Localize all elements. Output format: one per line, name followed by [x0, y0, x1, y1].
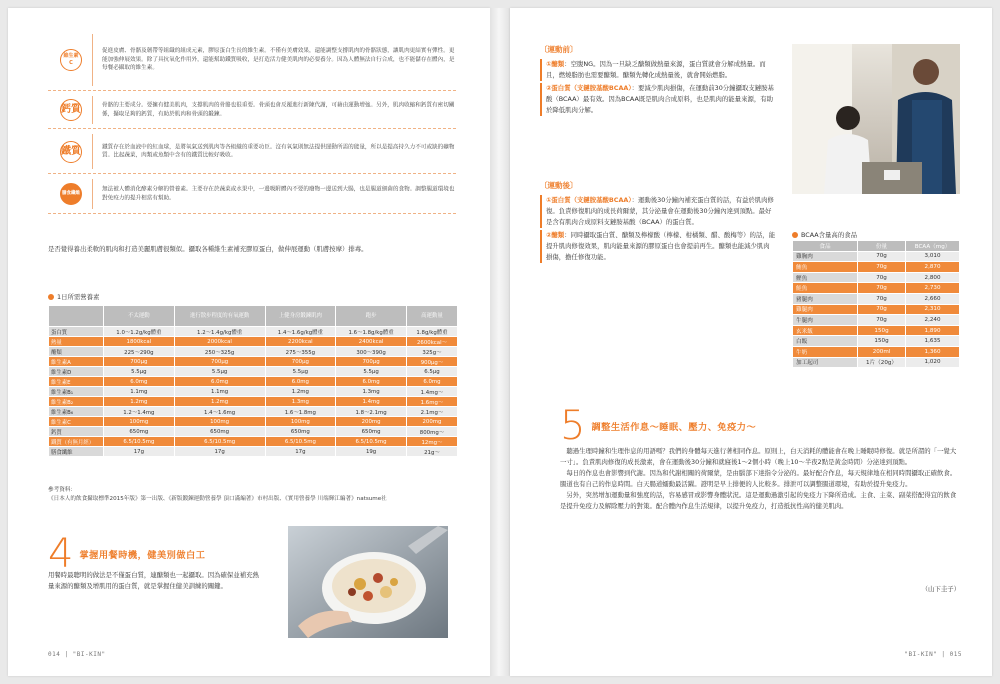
nutrient-block: [48, 92, 456, 129]
before-exercise-block: [540, 44, 776, 118]
table-cell: 1.8g/kg體重: [406, 327, 457, 337]
bcaa-value-cell: 1,020: [906, 357, 960, 368]
bcaa-value-cell: 2,240: [906, 315, 960, 326]
table-cell: 5.5μg: [336, 367, 407, 377]
bcaa-value-cell: 2,800: [906, 272, 960, 283]
table-cell: 17g: [174, 447, 265, 457]
table-row: [793, 325, 960, 336]
table-cell: 1800kcal: [104, 337, 175, 347]
bcaa-foods-table: [792, 240, 960, 368]
food-photo: [288, 526, 448, 638]
table-cell: 1.2mg: [104, 397, 175, 407]
row-header-cell: 鈣質: [49, 427, 104, 437]
table-header-cell: 上健身房鍛鍊肌肉: [265, 306, 336, 327]
portion-cell: 70g: [858, 283, 906, 294]
bcaa-value-cell: 1,360: [906, 346, 960, 357]
block-divider: [92, 134, 93, 169]
food-name-cell: 白飯: [793, 336, 858, 347]
block-divider: [92, 34, 93, 86]
bcaa-value-cell: 1,635: [906, 336, 960, 347]
table-cell: 17g: [104, 447, 175, 457]
table-header-cell: BCAA（mg）: [906, 241, 960, 252]
table-cell: 100mg: [265, 417, 336, 427]
food-name-cell: 鰹魚: [793, 272, 858, 283]
table-label-text: 1日所需營養素: [57, 293, 100, 301]
section-5-title: [560, 403, 757, 449]
table-row: [49, 407, 458, 417]
table-cell: 1.2〜1.4mg: [104, 407, 175, 417]
table-cell: 1.6〜1.8mg: [265, 407, 336, 417]
bcaa-value-cell: 2,660: [906, 293, 960, 304]
table-row: [793, 283, 960, 294]
nutrient-intake-table: [48, 305, 458, 457]
table-row: [49, 437, 458, 447]
table-cell: 700μg: [174, 357, 265, 367]
table-cell: 1.2mg: [265, 387, 336, 397]
table-row: [49, 397, 458, 407]
portion-cell: 70g: [858, 315, 906, 326]
nutrient-block: [48, 30, 456, 91]
table-cell: 200mg: [406, 417, 457, 427]
table-row: [793, 346, 960, 357]
table-cell: 1.3mg: [265, 397, 336, 407]
section-heading: 調整生活作息～睡眠、壓力、免疫力～: [591, 422, 757, 433]
food-name-cell: 加工起司: [793, 357, 858, 368]
intro-text: 是否覺得養出柔軟的肌肉和打造美麗肌膚很類似。攝取各種維生素補充膠原蛋白，做伸展運動（肌膚按摩）排毒。: [48, 245, 368, 253]
table-cell: 700μg: [104, 357, 175, 367]
item-label: ②蛋白質（支鏈胺基酸BCAA）: [546, 84, 632, 92]
table-cell: 17g: [265, 447, 336, 457]
table-header-cell: 份量: [858, 241, 906, 252]
table-row: [793, 272, 960, 283]
portion-cell: 150g: [858, 336, 906, 347]
block-item: [540, 230, 776, 263]
food-name-cell: 牛腿肉: [793, 315, 858, 326]
portion-cell: 200ml: [858, 346, 906, 357]
table-cell: 5.5μg: [265, 367, 336, 377]
table-cell: 1.4mg〜: [406, 387, 457, 397]
section-5-text: [560, 446, 960, 512]
portion-cell: 70g: [858, 262, 906, 273]
row-header-cell: 維生素D: [49, 367, 104, 377]
table-cell: 2200kcal: [265, 337, 336, 347]
table-row: [793, 251, 960, 262]
row-header-cell: 鐵質（有無月經）: [49, 437, 104, 447]
table-cell: 6.5/10.5mg: [336, 437, 407, 447]
table-cell: 1.2〜1.4g/kg體重: [174, 327, 265, 337]
table-cell: 12mg〜: [406, 437, 457, 447]
right-page: [510, 8, 992, 676]
section-number: 5: [560, 403, 586, 449]
table-cell: 5.5μg: [174, 367, 265, 377]
bullet-dot-icon: [792, 232, 798, 238]
author-credit: （山下圭子）: [921, 585, 960, 593]
table-cell: 650mg: [265, 427, 336, 437]
table-row: [49, 377, 458, 387]
table-row: [49, 357, 458, 367]
paragraph: 每日的作息也會影響到代謝。因為和代謝相關的荷爾蒙，是由腦部下達指令分泌的。最好配合作息，每天規律地在相同時間攝取正確飲食。腸道也有自己的作息時間。白天腸道蠕動最活躍。證明是早上排便的人比較多。排泄可以調整腸道環境，有助於提升免疫力。: [560, 469, 957, 488]
nutrient-badge: 鐵質: [60, 141, 82, 163]
table-row: [49, 417, 458, 427]
table-cell: 6.5/10.5mg: [104, 437, 175, 447]
table-cell: 700μg: [336, 357, 407, 367]
table-cell: 1.1mg: [104, 387, 175, 397]
table-row: [793, 315, 960, 326]
chef-photo: [792, 44, 960, 194]
bcaa-label-text: BCAA含量高的食品: [801, 231, 857, 239]
bcaa-value-cell: 2,870: [906, 262, 960, 273]
chef-photo-illustration: [792, 44, 960, 194]
table-row: [49, 327, 458, 337]
nutrient-block: [48, 130, 456, 174]
bowl-photo-illustration: [288, 526, 448, 638]
item-label: ①醣類: [546, 60, 565, 68]
table-row: [49, 367, 458, 377]
table-cell: 325g〜: [406, 347, 457, 357]
food-name-cell: 豬腿肉: [793, 293, 858, 304]
table-cell: 1.1mg: [174, 387, 265, 397]
portion-cell: 150g: [858, 325, 906, 336]
page-gutter: [490, 8, 510, 676]
food-name-cell: 雞腿肉: [793, 304, 858, 315]
table-header-row: [793, 241, 960, 252]
table-row: [793, 304, 960, 315]
row-header-cell: 醣類: [49, 347, 104, 357]
table-cell: 1.3mg: [336, 387, 407, 397]
bcaa-value-cell: 2,730: [906, 283, 960, 294]
table-cell: 650mg: [336, 427, 407, 437]
item-label: ①蛋白質（支鏈胺基酸BCAA）: [546, 196, 632, 204]
portion-cell: 70g: [858, 251, 906, 262]
table-header-cell: 進行散步程度的有氧運動: [174, 306, 265, 327]
row-header-cell: 維生素B₁: [49, 387, 104, 397]
table-cell: 1.6〜1.8g/kg體重: [336, 327, 407, 337]
block-item: [540, 195, 776, 228]
after-exercise-block: [540, 180, 776, 265]
table-row: [49, 387, 458, 397]
section-4-text: 用餐時最聰明的做法是不僅蛋白質，連醣類也一起攝取。因為確保並補充熱量來源的醣類及增肌用的蛋白質，就是掌握住健美訓練的關鍵。: [48, 571, 259, 590]
table-cell: 650mg: [104, 427, 175, 437]
food-name-cell: 牛奶: [793, 346, 858, 357]
left-page: [8, 8, 490, 676]
nutrient-text: 骨骼的主要成分。要擁有健美肌肉，支撐肌肉的骨骼也很重要。骨頭也會反覆進行新陳代謝，可藉由運動增強。另外，肌肉收縮和鈣質有密切關係，攝取足夠的鈣質，有助於肌肉和骨頭的鍛鍊。: [102, 102, 455, 117]
paragraph: 聽過生理時鐘和生理作息的用語嗎？我們的身體每天進行著相同作息。原則上，白天消耗的體能會在晚上睡眠時修復。就是所謂的「一覺大一寸」。負責肌肉修復的成長激素，會在運動後30分鐘和就寢後1〜2個小時（晚上10〜半夜2點是黃金時間）分泌達到頂點。: [560, 447, 957, 466]
table-cell: 1.4〜1.6mg: [174, 407, 265, 417]
row-header-cell: 維生素B₆: [49, 407, 104, 417]
table-row: [49, 427, 458, 437]
table-cell: 6.0mg: [336, 377, 407, 387]
section-heading: 掌握用餐時機，健美別做白工: [79, 550, 206, 561]
table-row: [49, 347, 458, 357]
row-header-cell: 維生素A: [49, 357, 104, 367]
row-header-cell: 維生素B₂: [49, 397, 104, 407]
bullet-dot-icon: [48, 294, 54, 300]
section-4-title: [48, 531, 206, 577]
nutrient-badge: 膳食纖維: [60, 183, 82, 205]
table-header-cell: 跑步: [336, 306, 407, 327]
table-cell: 700μg: [265, 357, 336, 367]
table-cell: 1.6mg〜: [406, 397, 457, 407]
table-row: [793, 293, 960, 304]
table-cell: 100mg: [174, 417, 265, 427]
portion-cell: 70g: [858, 293, 906, 304]
portion-cell: 70g: [858, 304, 906, 315]
table-cell: 1.2mg: [174, 397, 265, 407]
row-header-cell: 膳食纖維: [49, 447, 104, 457]
table-cell: 200mg: [336, 417, 407, 427]
table-header-cell: 不太運動: [104, 306, 175, 327]
reference-note: [48, 486, 458, 503]
nutrient-block: [48, 175, 456, 214]
food-name-cell: 鮭魚: [793, 283, 858, 294]
table-row: [793, 357, 960, 368]
table-cell: 6.5μg: [406, 367, 457, 377]
item-text: ：同時攝取蛋白質、醣類及檸檬酸（檸檬、柑橘類、醋、酸梅等）的話，能提升肌肉修復效果，肌肉能量來源的膠原蛋白也會提前再生。醣類也能減少肌肉損傷，擔任修復功能。: [546, 231, 776, 261]
nutrient-text: 促進皮膚、骨骼及韌帶等組織的組成元素，膠原蛋白生長的維生素。不僅有美膚效果，還能調整支撐肌肉的骨骼狀態，讓肌肉更結實有彈性。更能加強伸展效果。除了具抗氧化作用外，還能幫助鐵質吸收，是打造活力健美肌肉的必要養分。因為人體無法自行合成，也不能儲存在體內，是每餐必攝取的維生素。: [102, 48, 455, 72]
table-cell: 6.0mg: [174, 377, 265, 387]
table-row: [49, 337, 458, 347]
table-cell: 2400kcal: [336, 337, 407, 347]
table-cell: 1.4mg: [336, 397, 407, 407]
block-heading: 〔運動前〕: [540, 45, 578, 54]
table-cell: 2000kcal: [174, 337, 265, 347]
table-row: [49, 447, 458, 457]
table-header-cell: 食品: [793, 241, 858, 252]
table-cell: 1.4〜1.6g/kg體重: [265, 327, 336, 337]
table-cell: 250〜325g: [174, 347, 265, 357]
row-header-cell: 維生素E: [49, 377, 104, 387]
food-name-cell: 雞胸肉: [793, 251, 858, 262]
item-label: ②醣類: [546, 231, 565, 239]
table-cell: 275〜355g: [265, 347, 336, 357]
bcaa-value-cell: 1,890: [906, 325, 960, 336]
item-text: ：運動後30分鐘內補充蛋白質的話，有益於肌肉修復。負責修復肌肉的成長荷爾蒙，其分泌量會在運動後30分鐘內達到頂點。最好是含有肌肉合成原料支鏈胺基酸（BCAA）的蛋白質。: [546, 196, 774, 226]
bcaa-value-cell: 2,310: [906, 304, 960, 315]
reference-label: 參考資料：: [48, 487, 76, 493]
item-text: ：空腹NG。因為一旦缺乏醣類做熱量來源，蛋白質就會分解成熱量。而且，燃燒脂肪也需要醣類。醣類先轉化成熱量後，就會開始燃脂。: [546, 60, 766, 79]
left-footer: 014 | "BI-KIN": [48, 651, 106, 658]
table-cell: 6.0mg: [104, 377, 175, 387]
table-cell: 100mg: [104, 417, 175, 427]
block-item: [540, 59, 776, 81]
nutrient-text: 鐵質存在於血液中的紅血球，是將氧氣送到肌肉等各組織的重要功臣。沒有氧氣則無法提供運動所需的能量，所以是提高持久力不可或缺的礦物質。比起蔬菜，肉類或魚類中含有的鐵質比較好吸收。: [102, 143, 455, 159]
table-cell: 21g〜: [406, 447, 457, 457]
table-row: [793, 336, 960, 347]
paragraph: 另外，突然增加運動量和強度的話，容易感冒或影響身體狀況。這是運動過激引起的免疫力下降所造成。主食、主菜、副菜搭配得宜的飲食是提升免疫力及解除壓力的對策。配合體內作息生活規律，以提升免疫力，打造抵抗性高的健美肌肉。: [560, 491, 957, 510]
table-cell: 225〜290g: [104, 347, 175, 357]
section-number: 4: [48, 531, 74, 577]
table-cell: 2.1mg〜: [406, 407, 457, 417]
table-header-row: [49, 306, 458, 327]
table-cell: 800mg〜: [406, 427, 457, 437]
table-cell: 900μg〜: [406, 357, 457, 367]
table-cell: 6.5/10.5mg: [174, 437, 265, 447]
table-cell: 300〜390g: [336, 347, 407, 357]
nutrient-text: 無法被人體消化酵素分解的營養素。主要存在於蔬菜或水果中，一邊吸附體內不要的廢物一邊送到大腸，也是腸道細菌的食物。調整腸道環境也對免疫力的提升相當有幫助。: [102, 186, 455, 201]
table-cell: 6.0mg: [265, 377, 336, 387]
food-name-cell: 玄米飯: [793, 325, 858, 336]
food-name-cell: 鮪魚: [793, 262, 858, 273]
portion-cell: 1片（20g）: [858, 357, 906, 368]
table-cell: 19g: [336, 447, 407, 457]
row-header-cell: 熱量: [49, 337, 104, 347]
table-row: [793, 262, 960, 273]
item-text: ：要減少肌肉損傷，在運動前30分鐘攝取支鏈胺基酸（BCAA）最有效。因為BCAA既是肌肉合成原料，也是肌肉的能量來源，有助於降低肌肉分解。: [546, 84, 774, 114]
table-label: [48, 292, 99, 301]
table-cell: 2600kcal〜: [406, 337, 457, 347]
table-header-cell: 高運動量: [406, 306, 457, 327]
table-cell: 6.5/10.5mg: [265, 437, 336, 447]
block-item: [540, 83, 776, 116]
nutrient-badge: 鈣質: [60, 99, 82, 121]
reference-text: 《日本人的飲食攝取標準2015年版》第一出版、《新版鍛鍊運動營養學 頂口滿編著》市村出版、《實用營養學 川端輝江編著》natsume社: [48, 495, 387, 502]
bcaa-value-cell: 3,010: [906, 251, 960, 262]
block-divider: [92, 179, 93, 209]
row-header-cell: 蛋白質: [49, 327, 104, 337]
right-footer: "BI-KIN" | 015: [904, 651, 962, 658]
bcaa-label: [792, 230, 857, 239]
table-cell: 650mg: [174, 427, 265, 437]
block-heading: 〔運動後〕: [540, 181, 578, 190]
table-header-cell: [49, 306, 104, 327]
block-divider: [92, 96, 93, 124]
nutrient-badge: 維生素 C: [60, 49, 82, 71]
table-cell: 5.5μg: [104, 367, 175, 377]
table-cell: 1.8〜2.1mg: [336, 407, 407, 417]
portion-cell: 70g: [858, 272, 906, 283]
row-header-cell: 維生素C: [49, 417, 104, 427]
table-cell: 1.0〜1.2g/kg體重: [104, 327, 175, 337]
table-cell: 6.0mg: [406, 377, 457, 387]
